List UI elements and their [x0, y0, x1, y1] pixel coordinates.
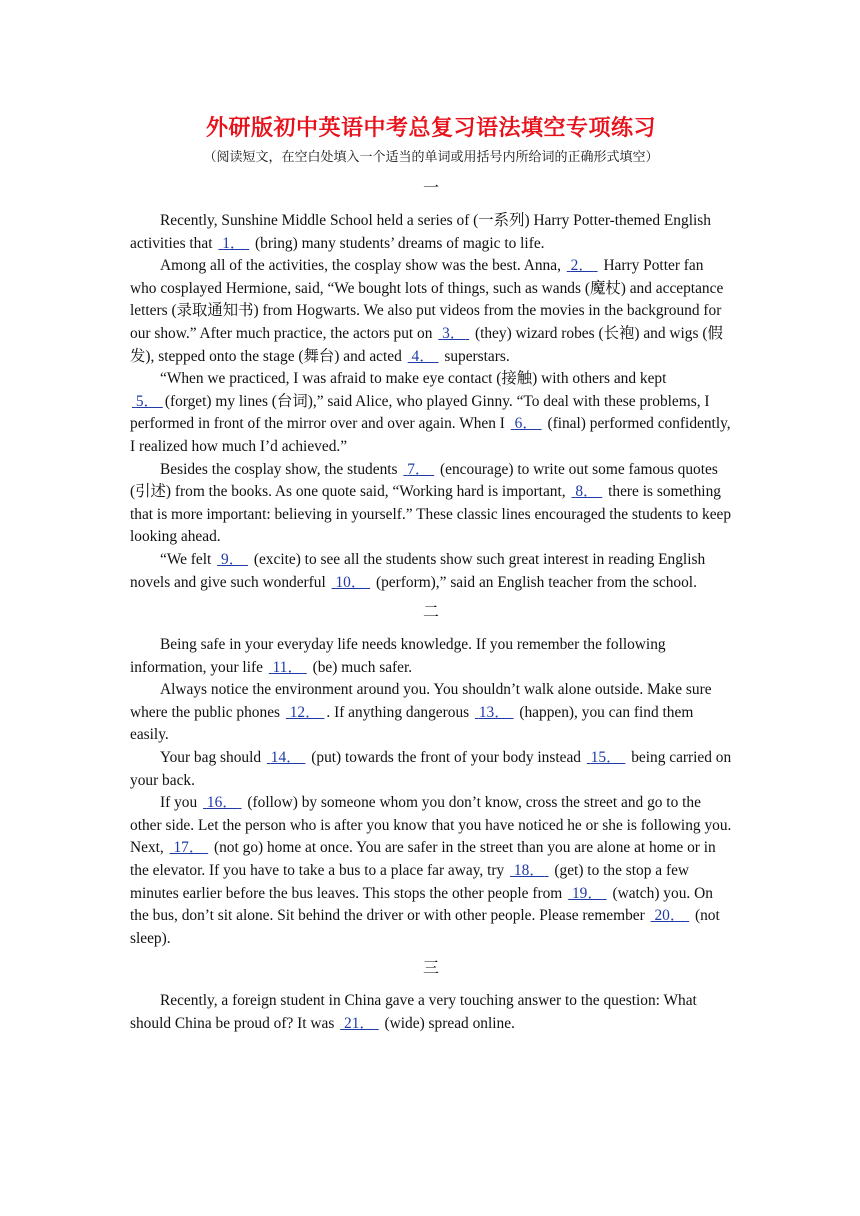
- instruction-text: （阅读短文，在空白处填入一个适当的单词或用括号内所给词的正确形式填空）: [203, 150, 659, 165]
- answer-blank[interactable]: 20．: [654, 907, 686, 925]
- answer-blank[interactable]: 3．: [442, 324, 466, 342]
- passage-paragraph: “When we practiced, I was afraid to make eye contact (接触) with others and kept 5． (forget) my lines (台词),” said Alice, who played Ginny. “To deal with these problems, I performed in front of the mirror over and over again. When I 6． (final) performed confidently, I realized how much I’d achieved.”: [130, 370, 731, 455]
- answer-blank[interactable]: 17．: [173, 839, 205, 857]
- passage-paragraph: Being safe in your everyday life needs knowledge. If you remember the following information, your life 11． (be) much safer.: [130, 636, 666, 676]
- answer-blank[interactable]: 14．: [270, 749, 302, 767]
- page-title: 外研版初中英语中考总复习语法填空专项练习: [205, 115, 656, 141]
- answer-blank[interactable]: 11．: [272, 658, 303, 676]
- answer-blank[interactable]: 19．: [571, 884, 603, 902]
- answer-blank[interactable]: 18．: [513, 862, 545, 880]
- answer-blank[interactable]: 8．: [575, 483, 599, 501]
- answer-blank[interactable]: 15．: [590, 749, 622, 767]
- section-heading: 一: [422, 178, 439, 197]
- passage-paragraph: Among all of the activities, the cosplay show was the best. Anna, 2． Harry Potter fan who cosplayed Hermione, said, “We bought lots of things, such as wands (魔杖) and acceptance letters (录取通知书) from Hogwarts. We also put videos from the movies in the background for our show.” After much practice, the actors put on 3． (they) wizard robes (长袍) and wigs (假发), stepped onto the stage (舞台) and acted 4． superstars.: [130, 257, 724, 365]
- worksheet-page: [130, 112, 732, 1036]
- answer-blank[interactable]: 5．: [135, 392, 159, 410]
- answer-blank[interactable]: 13．: [478, 703, 510, 721]
- answer-blank[interactable]: 12．: [289, 703, 321, 721]
- passage-paragraph: If you 16． (follow) by someone whom you don’t know, cross the street and go to the other side. Let the person who is after you know that you have noticed he or she is following you. Next, 17． (not go) home at once. You are safer in the street than you are alone at home or in the elevator. If you have to take a bus to a place far away, try 18． (get) to the stop a few minutes earlier before the bus leaves. This stops the other people from 19． (watch) you. On the bus, don’t sit alone. Sit behind the driver or with other people. Please remember 20． (not sleep).: [130, 794, 732, 947]
- passage-paragraph: “We felt 9． (excite) to see all the students show such great interest in reading English novels and give such wonderful 10． (perform),” said an English teacher from the school.: [130, 550, 706, 591]
- answer-blank[interactable]: 7．: [407, 460, 431, 478]
- passage-paragraph: Your bag should 14． (put) towards the front of your body instead 15． being carried on your back.: [130, 749, 732, 789]
- answer-blank[interactable]: 16．: [206, 794, 238, 812]
- section-heading: 二: [422, 602, 439, 622]
- answer-blank[interactable]: 10．: [335, 573, 367, 591]
- answer-blank[interactable]: 21．: [344, 1015, 375, 1032]
- passage-paragraph: Always notice the environment around you. You shouldn’t walk alone outside. Make sure where the public phones 12． . If anything dangerous 13． (happen), you can find them easily.: [130, 681, 712, 744]
- passage-paragraph: Besides the cosplay show, the students 7． (encourage) to write out some famous quotes (引述) from the books. As one quote said, “Working hard is important, 8． there is something that is more important: believing in yourself.” These classic lines encouraged the students to keep looking ahead.: [130, 460, 732, 546]
- passage-paragraph: Recently, a foreign student in China gave a very touching answer to the question: What should China be proud of? It was 21． (wide) spread online.: [130, 992, 697, 1032]
- answer-blank[interactable]: 1．: [222, 234, 246, 252]
- answer-blank[interactable]: 4．: [411, 347, 435, 365]
- answer-blank[interactable]: 9．: [221, 550, 245, 568]
- section-heading: 三: [422, 958, 439, 978]
- passage-paragraph: Recently, Sunshine Middle School held a series of (一系列) Harry Potter-themed English activities that 1． (bring) many students’ dreams of magic to life.: [130, 212, 711, 252]
- answer-blank[interactable]: 2．: [570, 257, 594, 275]
- passages-container: [130, 176, 732, 1036]
- answer-blank[interactable]: 6．: [514, 415, 538, 433]
